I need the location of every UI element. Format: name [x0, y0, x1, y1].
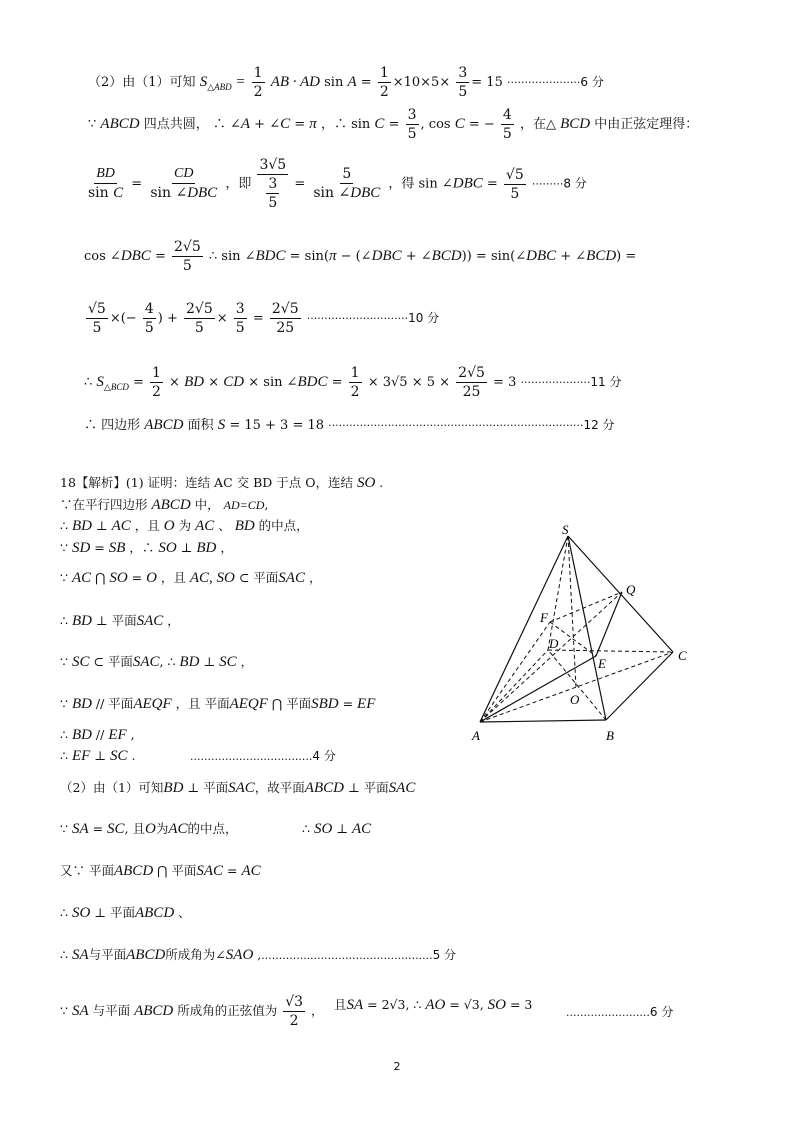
step-total-area: ∴ 四边形 ABCD 面积 S = 15 + 3 = 18 ·········································································12 分 [84, 417, 615, 433]
q18-line-1: ∵在平行四边形 ABCD 中， AD=CD, [60, 497, 269, 513]
step-area-bcd: ∴ $S_{\triangle BCD}$ = $\frac{1}{2}$ × BD × CD × sin ∠BDC = $\frac{1}{2}$ × 3√5 × 5 × $\frac{2√5}{25}$ = 3 ····················11 分 [84, 365, 622, 400]
label-C: C [678, 648, 687, 663]
page-number: 2 [393, 1060, 401, 1073]
step-area-abd: （2）由（1）可知 $S_{\triangle ABD}$ = $\frac{1}{2}$ AB · AD sin A = $\frac{1}{2}$ ×10×5× $\frac{3}{5}$ = 15 ·····················6 分 [88, 65, 604, 100]
edge-SD [548, 536, 568, 650]
q18-mark-4: ...................................4 分 [190, 749, 336, 763]
edge-SA [480, 536, 568, 722]
step-cos-dbc: cos ∠DBC = $\frac{2√5}{5}$ ∴ sin ∠BDC = sin(π − (∠DBC + ∠BCD)) = sin(∠DBC + ∠BCD) = [84, 239, 637, 274]
edge-AE [480, 656, 596, 722]
text-part2-intro: （2）由（1）可知 [88, 75, 196, 90]
edge-AD [480, 650, 548, 722]
edge-AF [480, 622, 550, 722]
pyramid-figure [470, 522, 720, 752]
q18-line-2: ∴ BD ⊥ AC ，且 O 为 AC 、 BD 的中点， [60, 518, 309, 534]
label-E: E [598, 656, 606, 671]
label-S: S [562, 522, 569, 537]
step-sine-rule: $\frac{BD}{\text{sin C}}$ = $\frac{CD}{\text{sin ∠DBC}}$ ，即 $\frac{3√5}{\frac{3}{5}}$ = $\frac{5}{\text{sin ∠DBC}}$ ，得 sin ∠DBC = $\frac{√5}{5}$ ·········8 分 [88, 157, 587, 211]
q18-p2-line-4: 又∵ 平面ABCD ⋂ 平面SAC = AC [60, 863, 261, 879]
q18-p2-line-3: ∴ SO ⊥ AC [302, 821, 372, 837]
edge-SO [568, 536, 576, 687]
label-A: A [472, 728, 480, 743]
step-compute-sin: $\frac{√5}{5}$ ×(− $\frac{4}{5}$ ) + $\frac{2√5}{5}$ × $\frac{3}{5}$ = $\frac{2√5}{25}$ ·····························10 分 [88, 301, 440, 336]
label-F: F [540, 610, 548, 625]
q18-header: 18【解析】(1) 证明：连结 AC 交 BD 于点 O，连结 SO . [60, 475, 384, 491]
q18-line-8: ∴ BD // EF , [60, 727, 135, 743]
label-D: D [549, 636, 559, 651]
q18-line-4: ∵ AC ⋂ SO = O ，且 AC, SO ⊂ 平面SAC ， [60, 570, 322, 586]
step-concyclic: ∵ ABCD 四点共圆， ∴ ∠A + ∠C = π ，∴ sin C = $\frac{3}{5}$ , cos C = − $\frac{4}{5}$ ，在△ BCD 中由正弦定理得： [88, 107, 699, 142]
q18-line-9: ∴ EF ⊥ SC . [60, 748, 136, 764]
edge-AC [480, 652, 673, 722]
q18-line-3: ∵ SD = SB ，∴ SO ⊥ BD ， [60, 540, 233, 556]
edge-AB [480, 720, 606, 722]
label-Q: Q [626, 582, 636, 597]
q18-mark-6: ........................6 分 [566, 1005, 674, 1019]
edge-DC [548, 650, 673, 652]
label-O: O [570, 692, 580, 707]
q18-p2-line-7: ∵ SA 与平面 ABCD 所成角的正弦值为 $\frac{√3}{2}$ ， [60, 994, 324, 1029]
q18-p2-line-2: ∵ SA = SC, 且O为AC的中点， [60, 821, 238, 837]
q18-p2-line-5: ∴ SO ⊥ 平面ABCD 、 [60, 905, 191, 921]
edge-EQ [596, 592, 622, 656]
q18-p2-line-8: 且SA = 2√3, ∴ AO = √3, SO = 3 [334, 997, 533, 1013]
q18-line-5: ∴ BD ⊥ 平面SAC ， [60, 613, 180, 629]
q18-line-6: ∵ SC ⊂ 平面SAC, ∴ BD ⊥ SC ， [60, 654, 254, 670]
q18-p2-line-6: ∴ SA与平面ABCD所成角为∠SAO ,.................................................5 分 [60, 947, 457, 963]
q18-line-7: ∵ BD // 平面AEQF ，且 平面AEQF ⋂ 平面SBD = EF [60, 696, 376, 712]
q18-p2-line-1: （2）由（1）可知BD ⊥ 平面SAC，故平面ABCD ⊥ 平面SAC [60, 780, 416, 796]
edge-BC [606, 652, 673, 720]
label-B: B [606, 728, 614, 743]
